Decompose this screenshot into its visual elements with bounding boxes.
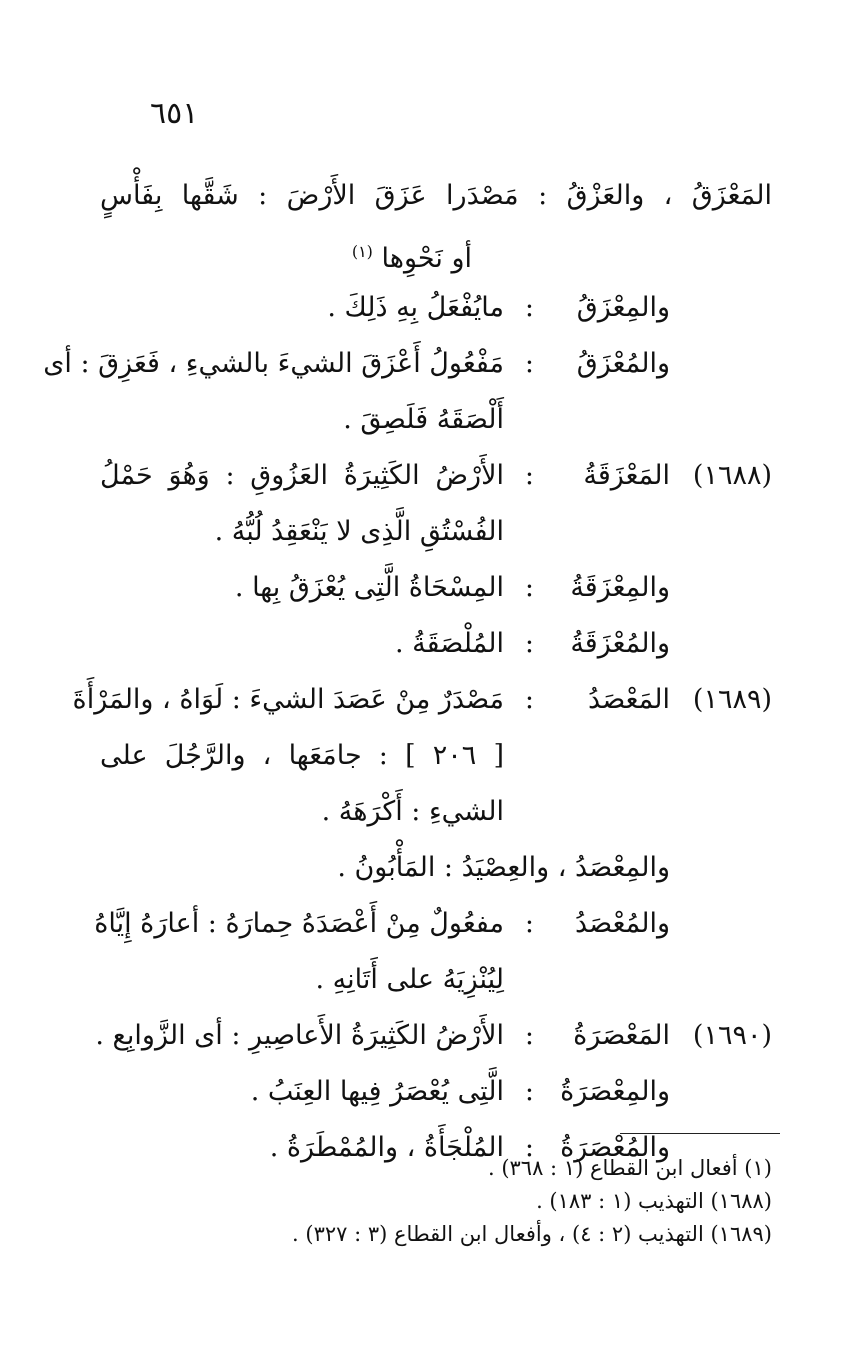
subentry-misad bbox=[100, 840, 772, 896]
colon: : bbox=[524, 628, 534, 659]
headword: والمُعْصَدُ bbox=[575, 908, 670, 939]
headword: والمُعْزَقَةُ bbox=[570, 628, 670, 659]
subentry-mizaqa bbox=[100, 560, 772, 616]
definition: الأَرْضُ الكَثِيرَةُ الأَعاصِيرِ : أى الزَّوابِع . bbox=[95, 1020, 504, 1051]
headword: المَعْزَقَةُ bbox=[583, 460, 670, 491]
subentry-mizaq bbox=[100, 280, 772, 336]
definition: مَفْعُولُ أَعْزَقَ الشيءَ بالشيءِ ، فَعَزِقَ : أى bbox=[43, 348, 504, 379]
footnote-divider bbox=[620, 1133, 780, 1134]
definition: المِسْحَاةُ الَّتِى يُعْزَقُ بِها . bbox=[234, 572, 504, 603]
colon: : bbox=[524, 348, 534, 379]
colon: : bbox=[524, 1020, 534, 1051]
entry-number: (١٦٨٨) bbox=[692, 460, 772, 491]
footnote: (١٦٨٨) التهذيب (١ : ١٨٣) . bbox=[536, 1189, 772, 1213]
entry-1689-cont-1 bbox=[100, 728, 772, 784]
definition: المُلْصَقَةُ . bbox=[395, 628, 504, 659]
headword: المَعْصَرَةُ bbox=[573, 1020, 670, 1051]
footnote-ref: (١) bbox=[351, 242, 373, 261]
continuation-text: أو نَحْوِها bbox=[381, 243, 472, 274]
definition: مايُفْعَلُ بِهِ ذَلِكَ . bbox=[327, 292, 504, 323]
definition: المُلْجَأَةُ ، والمُمْطَرَةُ . bbox=[269, 1132, 504, 1163]
entry-1687-line-1 bbox=[100, 168, 772, 224]
headword: والمِعْزَقَةُ bbox=[570, 572, 670, 603]
definition: مفعُولٌ مِنْ أَعْصَدَهُ حِمارَهُ : أعارَهُ إِيَّاهُ bbox=[94, 908, 504, 939]
subentry-muzaq-cont bbox=[100, 392, 772, 448]
entry-1687-text: المَعْزَقُ ، والعَزْقُ : مَصْدَرا عَزَقَ الأَرْضَ : شَقَّها بِفَأْسٍ bbox=[100, 180, 772, 211]
headword: والمُعْصَرَةُ bbox=[560, 1132, 670, 1163]
subentry-muzaq bbox=[43, 336, 772, 392]
footnote: (١) أفعال ابن القطاع (١ : ٣٦٨) . bbox=[487, 1156, 772, 1180]
colon: : bbox=[524, 1076, 534, 1107]
colon: : bbox=[524, 292, 534, 323]
headword: والمُعْزَقُ bbox=[576, 348, 670, 379]
subentry-misara bbox=[100, 1064, 772, 1120]
continuation: أَلْصَقَهُ فَلَصِقَ . bbox=[343, 404, 504, 435]
entry-number: (١٦٨٩) bbox=[692, 684, 772, 715]
entries-column bbox=[43, 168, 772, 1176]
definition: مَصْدَرٌ مِنْ عَصَدَ الشيءَ : لَوَاهُ ، والمَرْأَةَ bbox=[72, 684, 504, 715]
entry-1688 bbox=[100, 448, 772, 504]
entry-1689 bbox=[72, 672, 772, 728]
continuation: [ ٢٠٦ ] : جامَعَها ، والرَّجُلَ على bbox=[100, 740, 504, 771]
colon: : bbox=[524, 460, 534, 491]
entry-1689-cont-2 bbox=[100, 784, 772, 840]
definition: الأَرْضُ الكَثِيرَةُ العَزُوقِ : وَهُوَ حَمْلُ bbox=[100, 460, 504, 491]
entry-1687-line-2 bbox=[100, 224, 772, 280]
definition: الَّتِى يُعْصَرُ فِيها العِنَبُ . bbox=[250, 1076, 504, 1107]
entry-1687-continuation bbox=[352, 224, 472, 287]
subentry-musad bbox=[94, 896, 772, 952]
colon: : bbox=[524, 908, 534, 939]
colon: : bbox=[524, 684, 534, 715]
footnote: (١٦٨٩) التهذيب (٢ : ٤) ، وأفعال ابن القطاع (٣ : ٣٢٧) . bbox=[292, 1222, 772, 1246]
continuation: الشيءِ : أَكْرَهَهُ . bbox=[321, 796, 504, 827]
headword: المَعْصَدُ bbox=[588, 684, 670, 715]
continuation: لِيُنْزِيَهُ على أَتَانِهِ . bbox=[315, 964, 504, 995]
subentry-line: والمِعْصَدُ ، والعِصْيَدُ : المَأْبُونُ . bbox=[337, 852, 670, 883]
colon: : bbox=[524, 1132, 534, 1163]
subentry-muzaqa bbox=[100, 616, 772, 672]
continuation: الفُسْتُقِ الَّذِى لا يَنْعَقِدُ لُبُّهُ . bbox=[214, 516, 504, 547]
colon: : bbox=[524, 572, 534, 603]
entry-1690 bbox=[95, 1008, 772, 1064]
entry-number: (١٦٩٠) bbox=[692, 1020, 772, 1051]
headword: والمِعْزَقُ bbox=[576, 292, 670, 323]
subentry-musad-cont bbox=[100, 952, 772, 1008]
headword: والمِعْصَرَةُ bbox=[560, 1076, 670, 1107]
entry-1688-cont bbox=[100, 504, 772, 560]
footnotes bbox=[200, 1152, 772, 1251]
page-number: ٦٥١ bbox=[150, 96, 199, 131]
